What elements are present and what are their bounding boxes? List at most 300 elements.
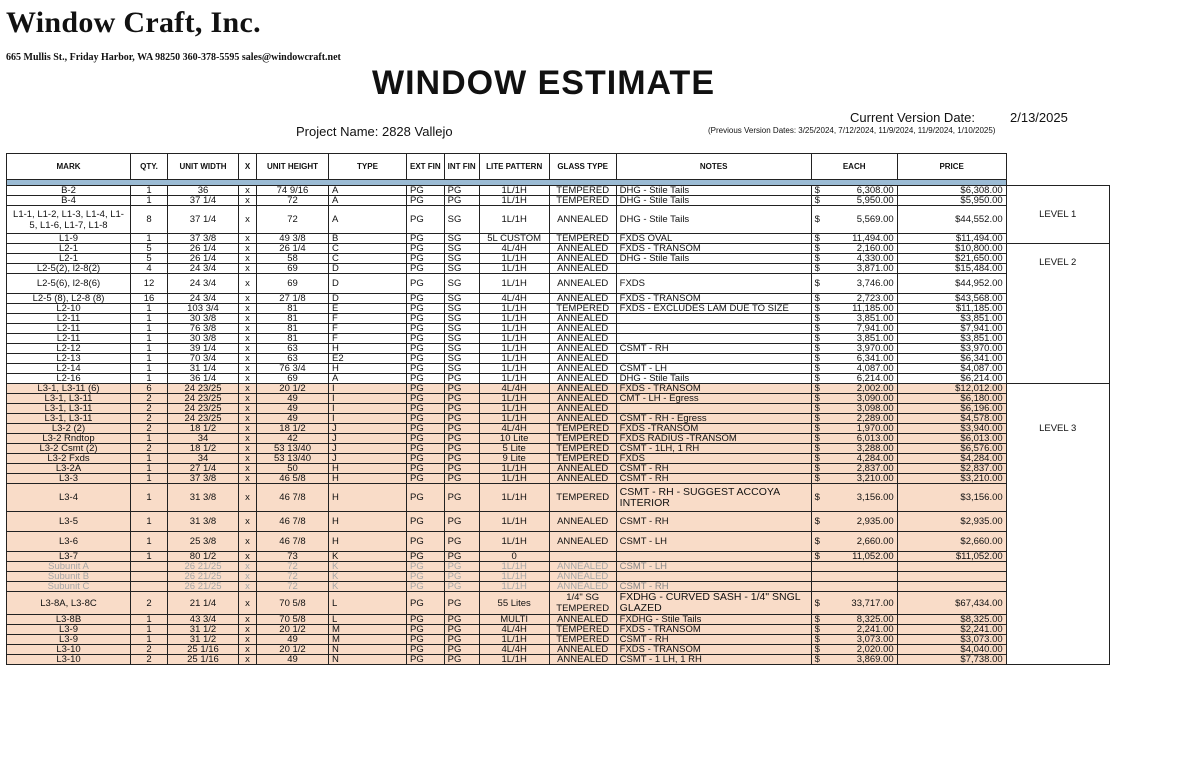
row-lite-pattern: 55 Lites: [479, 592, 549, 615]
row-ext-fin: PG: [407, 364, 445, 374]
row-type: N: [329, 645, 407, 655]
col-header-x: X: [239, 154, 257, 180]
row-lite-pattern: 9 Lite: [479, 454, 549, 464]
row-lite-pattern: 4L/4H: [479, 294, 549, 304]
row-type: H: [329, 512, 407, 532]
row-price: $6,308.00: [897, 186, 1006, 196]
row-glass-type: TEMPERED: [549, 234, 616, 244]
row-currency: $: [811, 474, 823, 484]
col-header-glass-type: GLASS TYPE: [549, 154, 616, 180]
row-mark: L2-1: [7, 244, 131, 254]
row-int-fin: PG: [444, 394, 479, 404]
row-currency: $: [811, 294, 823, 304]
row-currency: $: [811, 454, 823, 464]
row-int-fin: PG: [444, 635, 479, 645]
row-unit-height: 27 1/8: [257, 294, 329, 304]
row-qty: 1: [131, 552, 168, 562]
row-glass-type: ANNEALED: [549, 374, 616, 384]
row-price: $2,241.00: [897, 625, 1006, 635]
row-x: x: [239, 552, 257, 562]
row-int-fin: PG: [444, 196, 479, 206]
row-unit-height: 20 1/2: [257, 625, 329, 635]
row-qty: 1: [131, 374, 168, 384]
row-mark: L1-9: [7, 234, 131, 244]
row-int-fin: PG: [444, 572, 479, 582]
row-unit-width: 26 21/25: [168, 582, 239, 592]
row-price: $3,940.00: [897, 424, 1006, 434]
row-unit-width: 26 1/4: [168, 244, 239, 254]
row-ext-fin: PG: [407, 582, 445, 592]
row-each: 3,210.00: [823, 474, 897, 484]
row-mark: L3-9: [7, 635, 131, 645]
row-glass-type: ANNEALED: [549, 464, 616, 474]
row-glass-type: ANNEALED: [549, 615, 616, 625]
row-unit-height: 63: [257, 354, 329, 364]
row-mark: L2-16: [7, 374, 131, 384]
row-glass-type: ANNEALED: [549, 334, 616, 344]
row-lite-pattern: 1L/1H: [479, 264, 549, 274]
row-mark: L2-11: [7, 314, 131, 324]
row-unit-height: 46 7/8: [257, 512, 329, 532]
row-unit-width: 27 1/4: [168, 464, 239, 474]
row-mark: B-4: [7, 196, 131, 206]
row-currency: $: [811, 434, 823, 444]
table-row: [7, 384, 1110, 394]
row-unit-width: 24 3/4: [168, 264, 239, 274]
row-currency: $: [811, 512, 823, 532]
level-header-blank: [1006, 154, 1109, 180]
row-price: $4,578.00: [897, 414, 1006, 424]
row-type: D: [329, 264, 407, 274]
row-ext-fin: PG: [407, 572, 445, 582]
row-glass-type: ANNEALED: [549, 344, 616, 354]
row-lite-pattern: 1L/1H: [479, 274, 549, 294]
row-price: $44,552.00: [897, 206, 1006, 234]
row-int-fin: SG: [444, 344, 479, 354]
row-price: $4,284.00: [897, 454, 1006, 464]
row-qty: 5: [131, 254, 168, 264]
row-currency: $: [811, 484, 823, 512]
row-unit-height: 70 5/8: [257, 615, 329, 625]
row-notes: FXDS - TRANSOM: [616, 625, 811, 635]
row-lite-pattern: 1L/1H: [479, 655, 549, 665]
table-row: [7, 234, 1110, 244]
row-x: x: [239, 264, 257, 274]
row-lite-pattern: 1L/1H: [479, 635, 549, 645]
row-notes: [616, 324, 811, 334]
row-mark: L3-1, L3-11: [7, 414, 131, 424]
row-type: F: [329, 334, 407, 344]
col-header-each: EACH: [811, 154, 897, 180]
row-glass-type: TEMPERED: [549, 484, 616, 512]
row-x: x: [239, 444, 257, 454]
row-type: F: [329, 324, 407, 334]
row-each: 2,723.00: [823, 294, 897, 304]
row-price: $8,325.00: [897, 615, 1006, 625]
row-unit-height: 72: [257, 572, 329, 582]
row-price: $4,040.00: [897, 645, 1006, 655]
row-x: x: [239, 374, 257, 384]
row-type: J: [329, 444, 407, 454]
row-ext-fin: PG: [407, 314, 445, 324]
row-glass-type: ANNEALED: [549, 254, 616, 264]
row-price: $3,851.00: [897, 334, 1006, 344]
table-row: [7, 314, 1110, 324]
row-ext-fin: PG: [407, 324, 445, 334]
row-currency: $: [811, 304, 823, 314]
row-each: 3,073.00: [823, 635, 897, 645]
row-int-fin: PG: [444, 484, 479, 512]
row-int-fin: SG: [444, 254, 479, 264]
company-name: Window Craft, Inc.: [6, 6, 261, 39]
row-each: 3,871.00: [823, 264, 897, 274]
table-row: [7, 434, 1110, 444]
row-int-fin: SG: [444, 244, 479, 254]
row-type: D: [329, 274, 407, 294]
row-int-fin: PG: [444, 186, 479, 196]
row-notes: CSMT - LH: [616, 364, 811, 374]
row-mark: L1-1, L1-2, L1-3, L1-4, L1-5, L1-6, L1-7, L1-8: [7, 206, 131, 234]
row-unit-width: 43 3/4: [168, 615, 239, 625]
row-glass-type: ANNEALED: [549, 264, 616, 274]
row-unit-height: 46 7/8: [257, 484, 329, 512]
row-unit-height: 49: [257, 635, 329, 645]
table-row: [7, 635, 1110, 645]
row-type: H: [329, 344, 407, 354]
row-ext-fin: PG: [407, 615, 445, 625]
row-qty: 5: [131, 244, 168, 254]
row-x: x: [239, 364, 257, 374]
row-unit-height: 63: [257, 344, 329, 354]
row-unit-width: 18 1/2: [168, 424, 239, 434]
row-notes: [616, 552, 811, 562]
row-each: 3,851.00: [823, 314, 897, 324]
row-ext-fin: PG: [407, 592, 445, 615]
row-unit-width: 25 1/16: [168, 645, 239, 655]
row-each: 4,330.00: [823, 254, 897, 264]
row-ext-fin: PG: [407, 244, 445, 254]
row-mark: B-2: [7, 186, 131, 196]
row-unit-width: 34: [168, 454, 239, 464]
row-lite-pattern: 1L/1H: [479, 324, 549, 334]
row-type: D: [329, 294, 407, 304]
row-glass-type: ANNEALED: [549, 354, 616, 364]
version-date: 2/13/2025: [1010, 110, 1068, 125]
table-row: [7, 196, 1110, 206]
row-currency: $: [811, 414, 823, 424]
row-notes: [616, 572, 811, 582]
row-unit-width: 31 3/8: [168, 512, 239, 532]
row-lite-pattern: 4L/4H: [479, 244, 549, 254]
row-unit-width: 37 3/8: [168, 234, 239, 244]
row-each: 3,156.00: [823, 484, 897, 512]
row-type: L: [329, 615, 407, 625]
row-type: C: [329, 244, 407, 254]
row-lite-pattern: 1L/1H: [479, 582, 549, 592]
row-type: N: [329, 655, 407, 665]
row-currency: $: [811, 384, 823, 394]
row-qty: 1: [131, 314, 168, 324]
row-mark: Subunit C: [7, 582, 131, 592]
col-header-notes: NOTES: [616, 154, 811, 180]
row-price: $6,180.00: [897, 394, 1006, 404]
row-currency: [811, 582, 823, 592]
row-unit-width: 24 3/4: [168, 274, 239, 294]
row-int-fin: PG: [444, 374, 479, 384]
row-type: H: [329, 364, 407, 374]
row-ext-fin: PG: [407, 464, 445, 474]
row-currency: $: [811, 615, 823, 625]
row-notes: FXDS -TRANSOM: [616, 424, 811, 434]
row-x: x: [239, 196, 257, 206]
table-row: [7, 464, 1110, 474]
row-qty: 2: [131, 645, 168, 655]
row-qty: 2: [131, 444, 168, 454]
row-price: $3,156.00: [897, 484, 1006, 512]
row-type: A: [329, 374, 407, 384]
row-type: K: [329, 552, 407, 562]
row-each: 6,341.00: [823, 354, 897, 364]
row-unit-height: 81: [257, 314, 329, 324]
row-ext-fin: PG: [407, 562, 445, 572]
row-lite-pattern: 10 Lite: [479, 434, 549, 444]
table-row: [7, 254, 1110, 264]
row-type: F: [329, 314, 407, 324]
row-unit-width: 31 1/2: [168, 625, 239, 635]
row-int-fin: PG: [444, 404, 479, 414]
row-glass-type: ANNEALED: [549, 364, 616, 374]
row-mark: L3-10: [7, 655, 131, 665]
row-each: 2,935.00: [823, 512, 897, 532]
row-int-fin: SG: [444, 324, 479, 334]
row-ext-fin: PG: [407, 655, 445, 665]
row-lite-pattern: 1L/1H: [479, 344, 549, 354]
row-qty: 4: [131, 264, 168, 274]
row-unit-height: 58: [257, 254, 329, 264]
row-each: 3,851.00: [823, 334, 897, 344]
row-each: 2,160.00: [823, 244, 897, 254]
row-int-fin: PG: [444, 582, 479, 592]
row-type: I: [329, 394, 407, 404]
row-mark: L3-8A, L3-8C: [7, 592, 131, 615]
row-unit-height: 72: [257, 206, 329, 234]
row-unit-height: 49: [257, 394, 329, 404]
table-row: [7, 454, 1110, 464]
row-lite-pattern: 1L/1H: [479, 196, 549, 206]
row-glass-type: TEMPERED: [549, 454, 616, 464]
row-notes: FXDHG - CURVED SASH - 1/4" SNGL GLAZED: [616, 592, 811, 615]
row-x: x: [239, 572, 257, 582]
row-ext-fin: PG: [407, 484, 445, 512]
row-int-fin: PG: [444, 625, 479, 635]
row-unit-width: 37 1/4: [168, 206, 239, 234]
row-unit-width: 36 1/4: [168, 374, 239, 384]
row-qty: 1: [131, 532, 168, 552]
row-lite-pattern: 4L/4H: [479, 384, 549, 394]
row-ext-fin: PG: [407, 635, 445, 645]
row-unit-width: 30 3/8: [168, 334, 239, 344]
table-row: [7, 474, 1110, 484]
row-glass-type: ANNEALED: [549, 582, 616, 592]
row-price: $2,837.00: [897, 464, 1006, 474]
row-unit-width: 80 1/2: [168, 552, 239, 562]
row-glass-type: ANNEALED: [549, 512, 616, 532]
row-currency: $: [811, 314, 823, 324]
row-currency: $: [811, 552, 823, 562]
row-qty: 1: [131, 464, 168, 474]
row-type: A: [329, 186, 407, 196]
row-mark: L2-5(2), l2-8(2): [7, 264, 131, 274]
row-unit-height: 72: [257, 582, 329, 592]
row-mark: L3-2 Fxds: [7, 454, 131, 464]
row-each: 3,746.00: [823, 274, 897, 294]
row-qty: [131, 582, 168, 592]
row-unit-height: 49: [257, 404, 329, 414]
row-x: x: [239, 354, 257, 364]
col-header-unit-width: UNIT WIDTH: [168, 154, 239, 180]
row-x: x: [239, 254, 257, 264]
row-glass-type: ANNEALED: [549, 474, 616, 484]
row-type: K: [329, 582, 407, 592]
table-row: [7, 444, 1110, 454]
row-ext-fin: PG: [407, 512, 445, 532]
row-x: x: [239, 645, 257, 655]
row-type: H: [329, 532, 407, 552]
row-x: x: [239, 324, 257, 334]
row-notes: CSMT - RH - Egress: [616, 414, 811, 424]
row-x: x: [239, 424, 257, 434]
table-row: [7, 484, 1110, 512]
row-int-fin: PG: [444, 384, 479, 394]
row-price: $3,970.00: [897, 344, 1006, 354]
col-header-unit-height: UNIT HEIGHT: [257, 154, 329, 180]
row-type: J: [329, 454, 407, 464]
row-x: x: [239, 582, 257, 592]
row-price: $3,851.00: [897, 314, 1006, 324]
row-lite-pattern: 1L/1H: [479, 314, 549, 324]
row-x: x: [239, 655, 257, 665]
row-mark: L3-2 Rndtop: [7, 434, 131, 444]
row-price: $11,185.00: [897, 304, 1006, 314]
row-type: E2: [329, 354, 407, 364]
row-unit-width: 31 1/2: [168, 635, 239, 645]
row-ext-fin: PG: [407, 344, 445, 354]
row-each: 4,284.00: [823, 454, 897, 464]
row-ext-fin: PG: [407, 384, 445, 394]
row-int-fin: PG: [444, 552, 479, 562]
row-each: 11,494.00: [823, 234, 897, 244]
row-notes: FXDS OVAL: [616, 234, 811, 244]
row-x: x: [239, 314, 257, 324]
row-type: M: [329, 635, 407, 645]
row-notes: [616, 354, 811, 364]
row-mark: L3-8B: [7, 615, 131, 625]
row-price: $2,935.00: [897, 512, 1006, 532]
row-unit-width: 31 3/8: [168, 484, 239, 512]
row-glass-type: ANNEALED: [549, 562, 616, 572]
row-qty: 2: [131, 394, 168, 404]
row-type: I: [329, 404, 407, 414]
row-notes: DHG - Stile Tails: [616, 374, 811, 384]
row-ext-fin: PG: [407, 374, 445, 384]
row-int-fin: PG: [444, 414, 479, 424]
table-row: [7, 532, 1110, 552]
row-glass-type: TEMPERED: [549, 625, 616, 635]
row-lite-pattern: 1L/1H: [479, 334, 549, 344]
row-unit-height: 76 3/4: [257, 364, 329, 374]
row-ext-fin: PG: [407, 424, 445, 434]
row-currency: $: [811, 645, 823, 655]
row-type: H: [329, 474, 407, 484]
row-unit-width: 25 1/16: [168, 655, 239, 665]
row-ext-fin: PG: [407, 414, 445, 424]
row-qty: 1: [131, 484, 168, 512]
row-each: 2,020.00: [823, 645, 897, 655]
row-ext-fin: PG: [407, 304, 445, 314]
row-qty: 1: [131, 304, 168, 314]
row-each: 5,569.00: [823, 206, 897, 234]
row-qty: 6: [131, 384, 168, 394]
row-currency: $: [811, 274, 823, 294]
row-qty: [131, 572, 168, 582]
row-type: H: [329, 464, 407, 474]
row-price: $12,012.00: [897, 384, 1006, 394]
row-glass-type: TEMPERED: [549, 304, 616, 314]
row-x: x: [239, 484, 257, 512]
row-ext-fin: PG: [407, 394, 445, 404]
row-unit-width: 24 23/25: [168, 414, 239, 424]
row-ext-fin: PG: [407, 196, 445, 206]
row-mark: L3-7: [7, 552, 131, 562]
row-notes: DHG - Stile Tails: [616, 196, 811, 206]
row-int-fin: SG: [444, 314, 479, 324]
table-row: [7, 655, 1110, 665]
row-int-fin: SG: [444, 274, 479, 294]
row-int-fin: SG: [444, 354, 479, 364]
row-unit-width: 18 1/2: [168, 444, 239, 454]
row-type: I: [329, 414, 407, 424]
row-int-fin: PG: [444, 592, 479, 615]
row-glass-type: ANNEALED: [549, 414, 616, 424]
row-x: x: [239, 186, 257, 196]
row-lite-pattern: MULTI: [479, 615, 549, 625]
table-row: [7, 274, 1110, 294]
row-unit-height: 50: [257, 464, 329, 474]
row-unit-width: 25 3/8: [168, 532, 239, 552]
row-currency: $: [811, 206, 823, 234]
row-notes: FXDHG - Stile Tails: [616, 615, 811, 625]
row-x: x: [239, 274, 257, 294]
table-row: [7, 625, 1110, 635]
row-unit-height: 53 13/40: [257, 444, 329, 454]
table-row: [7, 615, 1110, 625]
row-glass-type: ANNEALED: [549, 274, 616, 294]
row-glass-type: TEMPERED: [549, 196, 616, 206]
project-name: Project Name: 2828 Vallejo: [296, 124, 453, 139]
row-unit-width: 70 3/4: [168, 354, 239, 364]
row-unit-height: 81: [257, 334, 329, 344]
row-unit-height: 69: [257, 374, 329, 384]
row-ext-fin: PG: [407, 444, 445, 454]
table-row: [7, 512, 1110, 532]
row-ext-fin: PG: [407, 434, 445, 444]
row-lite-pattern: 1L/1H: [479, 206, 549, 234]
row-ext-fin: PG: [407, 404, 445, 414]
row-mark: L2-11: [7, 324, 131, 334]
col-header-lite-pattern: LITE PATTERN: [479, 154, 549, 180]
row-glass-type: TEMPERED: [549, 444, 616, 454]
row-glass-type: ANNEALED: [549, 394, 616, 404]
